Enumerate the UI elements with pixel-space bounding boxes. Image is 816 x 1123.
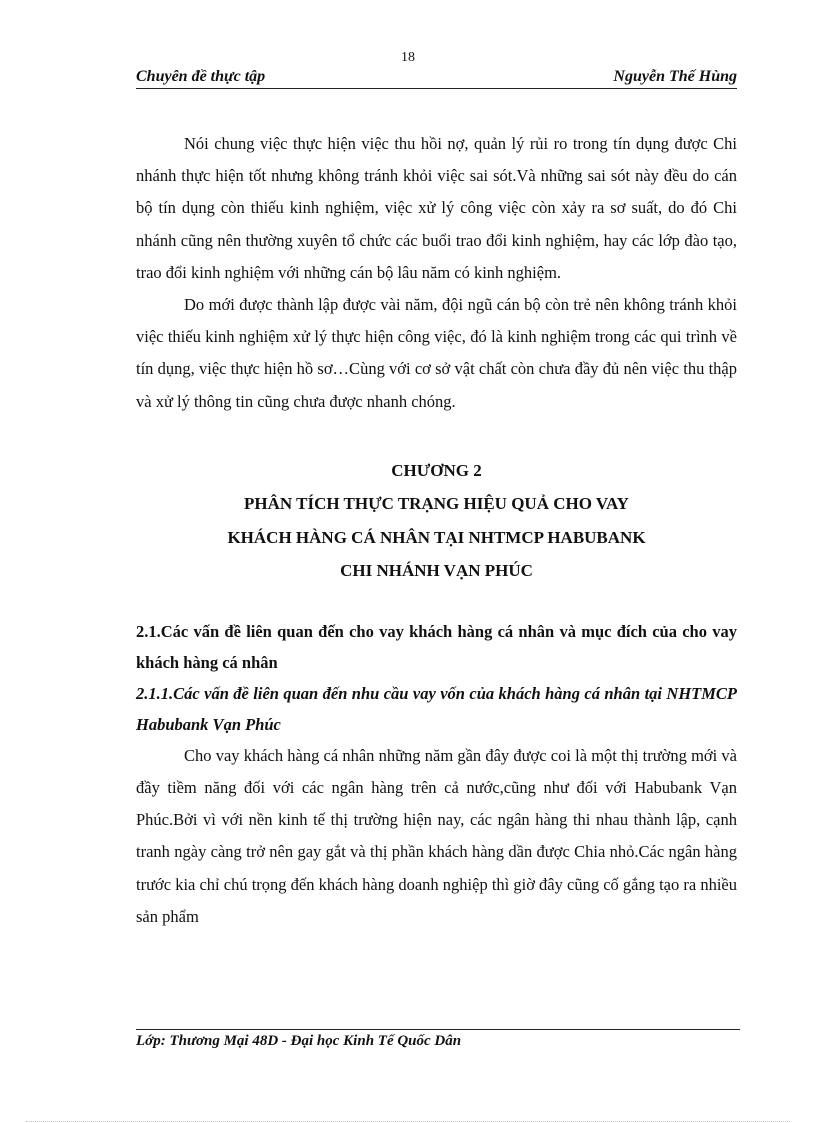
chapter-heading xyxy=(136,454,737,588)
body-paragraph: Do mới được thành lập được vài năm, đội ngũ cán bộ còn trẻ nên không tránh khỏi việc thiếu kinh nghiệm xử lý thực hiện công việc, đó là kinh nghiệm trong các qui trình về tín dụng, việc thực hiện hồ sơ…Cùng với cơ sở vật chất còn chưa đầy đủ nên việc thu thập và xử lý thông tin cũng chưa được nhanh chóng. xyxy=(136,295,737,411)
body-paragraph: Cho vay khách hàng cá nhân những năm gần đây được coi là một thị trường mới và đầy tiềm năng đối với các ngân hàng trên cả nước,cũng như đối với Habubank Vạn Phúc.Bởi vì với nền kinh tế thị trường hiện nay, các ngân hàng thi nhau thành lập, cạnh tranh ngày càng trở nên gay gắt và thị phần khách hàng dần được Chia nhỏ.Các ngân hàng trước kia chỉ chú trọng đến khách hàng doanh nghiệp thì giờ đây cũng cố gắng tạo ra nhiều sản phẩm xyxy=(136,745,737,926)
page-content xyxy=(136,128,737,933)
section-heading: 2.1.Các vấn đề liên quan đến cho vay khách hàng cá nhân và mục đích của cho vay khách hàng cá nhân xyxy=(136,621,737,672)
chapter-label: CHƯƠNG 2 xyxy=(391,460,482,480)
header-document-type: Chuyên đề thực tập xyxy=(136,68,266,85)
running-header xyxy=(136,68,737,89)
header-author: Nguyễn Thế Hùng xyxy=(613,68,737,85)
footer-divider xyxy=(136,1029,740,1030)
page-edge-divider xyxy=(26,1121,790,1122)
running-footer: Lớp: Thương Mại 48D - Đại học Kinh Tế Quốc Dân xyxy=(136,1033,462,1049)
chapter-title-line: KHÁCH HÀNG CÁ NHÂN TẠI NHTMCP HABUBANK xyxy=(227,527,646,547)
page-number: 18 xyxy=(401,50,415,65)
chapter-title-line: CHI NHÁNH VẠN PHÚC xyxy=(340,561,533,581)
subsection-heading: 2.1.1.Các vấn đề liên quan đến nhu cầu vay vốn của khách hàng cá nhân tại NHTMCP Habubank Vạn Phúc xyxy=(136,683,737,734)
body-paragraph: Nói chung việc thực hiện việc thu hồi nợ, quản lý rủi ro trong tín dụng được Chi nhánh thực hiện tốt nhưng không tránh khỏi việc sai sót.Và những sai sót này đều do cán bộ tín dụng còn thiếu kinh nghiệm, việc xử lý công việc còn xảy ra sơ suất, do đó Chi nhánh cũng nên thường xuyên tổ chức các buổi trao đổi kinh nghiệm, hay các lớp đào tạo, trao đổi kinh nghiệm với những cán bộ lâu năm có kinh nghiệm. xyxy=(136,134,737,282)
chapter-title-line: PHÂN TÍCH THỰC TRẠNG HIỆU QUẢ CHO VAY xyxy=(244,494,629,514)
